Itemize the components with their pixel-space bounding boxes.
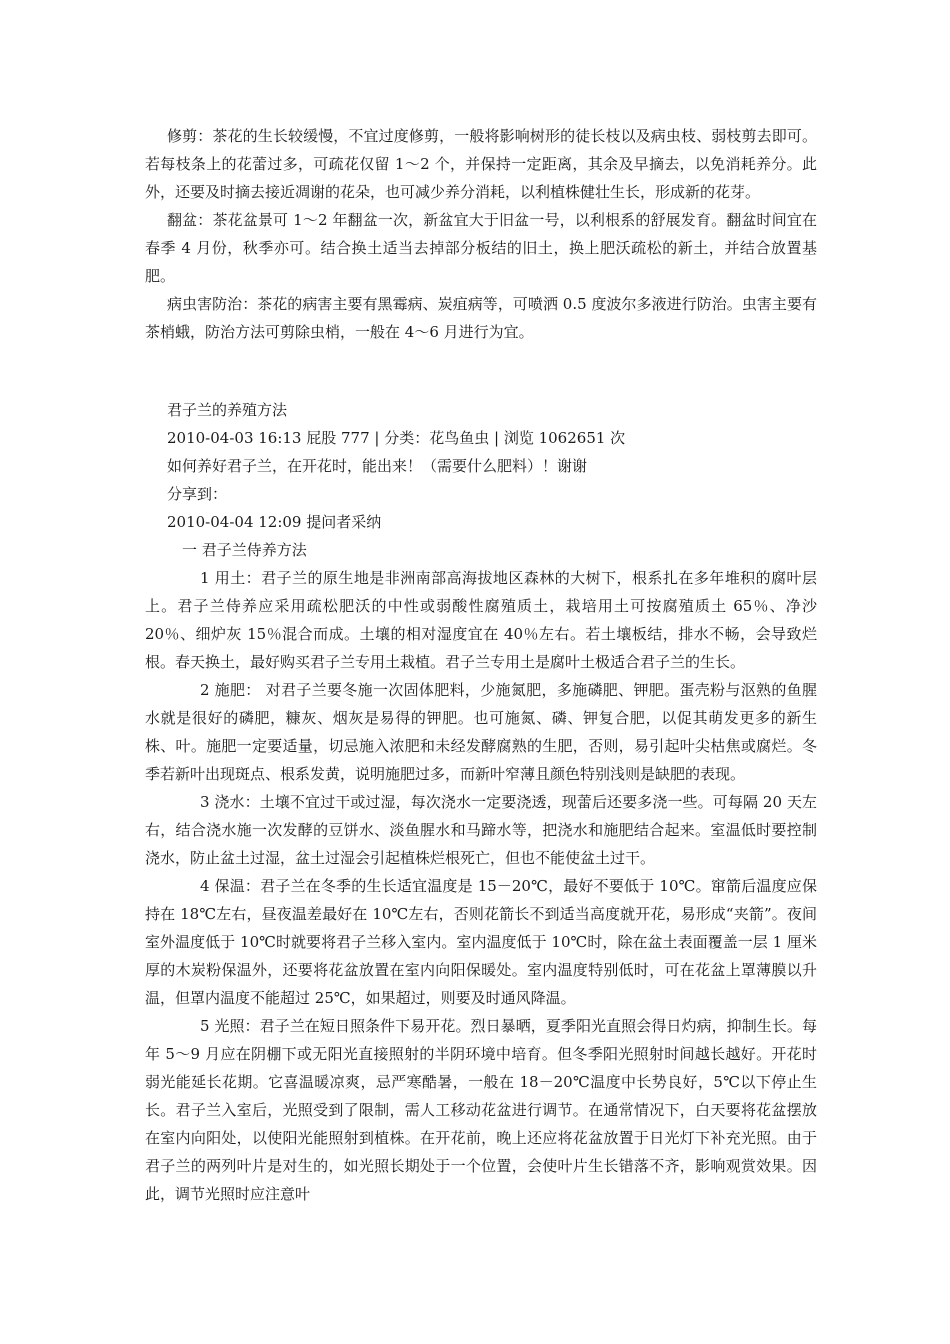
warming-paragraph: 4 保温：君子兰在冬季的生长适宜温度是 15－20℃，最好不要低于 10℃。窜箭后温度应保持在 18℃左右，昼夜温差最好在 10℃左右，否则花箭长不到适当高度就开花，易形成“夹箭”。夜间室外温度低于 10℃时就要将君子兰移入室内。室内温度低于 10℃时，除在盆土表面覆盖一层 1 厘米厚的木炭粉保温外，还要将花盆放置在室内向阳保暖处。室内温度特别低时，可在花盆上罩薄膜以升温，但罩内温度不能超过 25℃，如果超过，则要及时通风降温。 [145,877,817,1007]
repotting-paragraph: 翻盆：茶花盆景可 1～2 年翻盆一次，新盆宜大于旧盆一号，以利根系的舒展发育。翻盆时间宜在春季 4 月份，秋季亦可。结合换土适当去掉部分板结的旧土，换上肥沃疏松的新土，并结合放置基肥。 [145,211,817,285]
fertilizing-paragraph: 2 施肥： 对君子兰要冬施一次固体肥料，少施氮肥，多施磷肥、钾肥。蛋壳粉与沤熟的鱼腥水就是很好的磷肥，糠灰、烟灰是易得的钾肥。也可施氮、磷、钾复合肥，以促其萌发更多的新生株、叶。施肥一定要适量，切忌施入浓肥和未经发酵腐熟的生肥，否则，易引起叶尖枯焦或腐烂。冬季若新叶出现斑点、根系发黄，说明施肥过多，而新叶窄薄且颜色特别浅则是缺肥的表现。 [145,681,817,783]
answer-meta: 2010-04-04 12:09 提问者采纳 [167,513,382,531]
pruning-paragraph: 修剪：茶花的生长较缓慢，不宜过度修剪，一般将影响树形的徒长枝以及病虫枝、弱枝剪去即可。若每枝条上的花蕾过多，可疏花仅留 1～2 个，并保持一定距离，其余及早摘去，以免消耗养分。此外，还要及时摘去接近凋谢的花朵，也可减少养分消耗，以利植株健壮生长，形成新的花芽。 [145,127,817,201]
post-meta: 2010-04-03 16:13 屁股 777 | 分类：花鸟鱼虫 | 浏览 1062651 次 [167,429,626,447]
junzilan-section [145,396,817,1208]
light-paragraph: 5 光照：君子兰在短日照条件下易开花。烈日暴晒，夏季阳光直照会得日灼病，抑制生长。每年 5～9 月应在阴棚下或无阳光直接照射的半阴环境中培育。但冬季阳光照射时间越长越好。开花时弱光能延长花期。它喜温暖凉爽，忌严寒酷暑，一般在 18－20℃温度中长势良好，5℃以下停止生长。君子兰入室后，光照受到了限制，需人工移动花盆进行调节。在通常情况下，白天要将花盆摆放在室内向阳处，以使阳光能照射到植株。在开花前，晚上还应将花盆放置于日光灯下补充光照。由于君子兰的两列叶片是对生的，如光照长期处于一个位置，会使叶片生长错落不齐，影响观赏效果。因此，调节光照时应注意叶 [145,1017,817,1203]
share-label: 分享到： [167,485,228,503]
page-title: 君子兰的养殖方法 [167,401,288,419]
question-text: 如何养好君子兰，在开花时，能出来！（需要什么肥料）！谢谢 [167,457,588,475]
soil-paragraph: 1 用土：君子兰的原生地是非洲南部高海拔地区森林的大树下，根系扎在多年堆积的腐叶层上。君子兰侍养应采用疏松肥沃的中性或弱酸性腐殖质土，栽培用土可按腐殖质土 65％、净沙 20％、细炉灰 15％混合而成。土壤的相对湿度宜在 40％左右。若土壤板结，排水不畅，会导致烂根。春天换土，最好购买君子兰专用土栽植。君子兰专用土是腐叶土极适合君子兰的生长。 [145,569,817,671]
pest-control-paragraph: 病虫害防治：茶花的病害主要有黑霉病、炭疽病等，可喷洒 0.5 度波尔多液进行防治。虫害主要有茶梢蛾，防治方法可剪除虫梢，一般在 4～6 月进行为宜。 [145,295,817,341]
section-heading: 一 君子兰侍养方法 [182,541,307,559]
tea-care-section [145,122,817,346]
watering-paragraph: 3 浇水：土壤不宜过干或过湿，每次浇水一定要浇透，现蕾后还要多浇一些。可每隔 20 天左右，结合浇水施一次发酵的豆饼水、淡鱼腥水和马蹄水等，把浇水和施肥结合起来。室温低时要控制浇水，防止盆土过湿，盆土过湿会引起植株烂根死亡，但也不能使盆土过干。 [145,793,817,867]
